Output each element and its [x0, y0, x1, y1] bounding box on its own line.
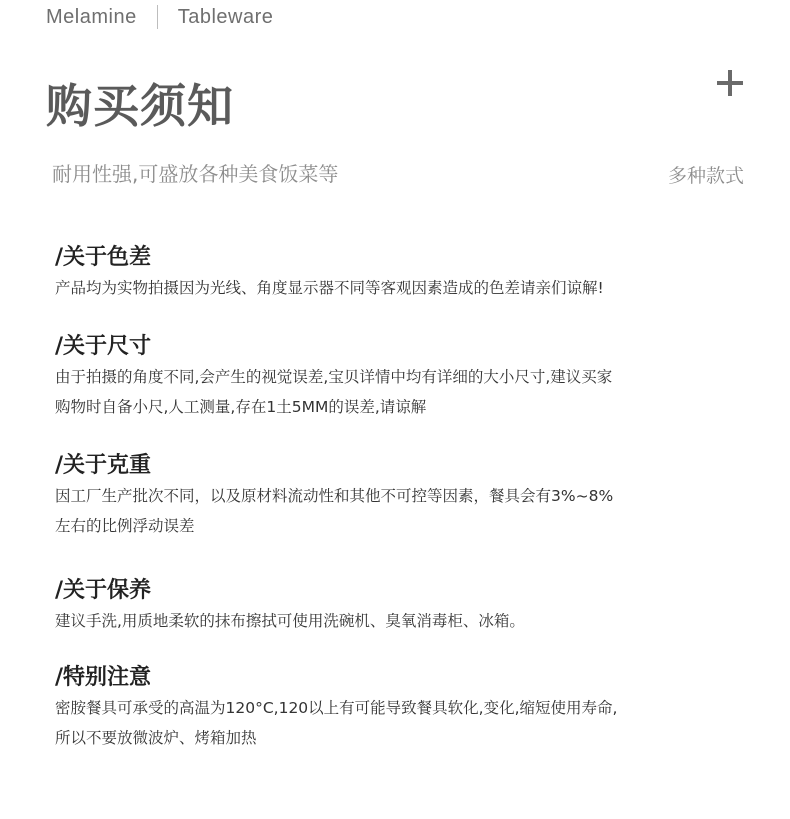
plus-icon[interactable]	[717, 70, 743, 96]
section-special-notice	[55, 663, 745, 753]
brand-word-tableware: Tableware	[177, 5, 274, 28]
section-body: 由于拍摄的角度不同,会产生的视觉误差,宝贝详情中均有详细的大小尺寸,建议买家 购物时自备小尺,人工测量,存在1土5MM的误差,请谅解	[55, 368, 613, 416]
section-heading: /特别注意	[55, 665, 152, 690]
brand-word-melamine: Melamine	[46, 5, 137, 28]
style-note: 多种款式	[667, 165, 744, 187]
section-size	[55, 332, 745, 422]
section-heading: /关于克重	[55, 453, 152, 478]
brand-header	[46, 4, 273, 30]
section-color-difference	[55, 243, 745, 303]
subtitle: 耐用性强,可盛放各种美食饭菜等	[52, 162, 339, 186]
section-body: 产品均为实物拍摄因为光线、角度显示器不同等客观因素造成的色差请亲们谅解!	[55, 279, 604, 297]
section-heading: /关于尺寸	[55, 334, 152, 359]
section-body: 因工厂生产批次不同，以及原材料流动性和其他不可控等因素，餐具会有3%~8% 左右的比例浮动误差	[55, 487, 614, 535]
section-maintenance	[55, 576, 745, 636]
section-body: 密胺餐具可承受的高温为120°C,120以上有可能导致餐具软化,变化,缩短使用寿命, 所以不要放微波炉、烤箱加热	[55, 699, 618, 747]
section-heading: /关于保养	[55, 578, 152, 603]
section-weight	[55, 451, 745, 541]
section-heading: /关于色差	[55, 245, 152, 270]
header-divider	[157, 5, 158, 29]
page-title: 购买须知	[46, 79, 234, 133]
section-body: 建议手洗,用质地柔软的抹布擦拭可使用洗碗机、臭氧消毒柜、冰箱。	[55, 612, 525, 630]
